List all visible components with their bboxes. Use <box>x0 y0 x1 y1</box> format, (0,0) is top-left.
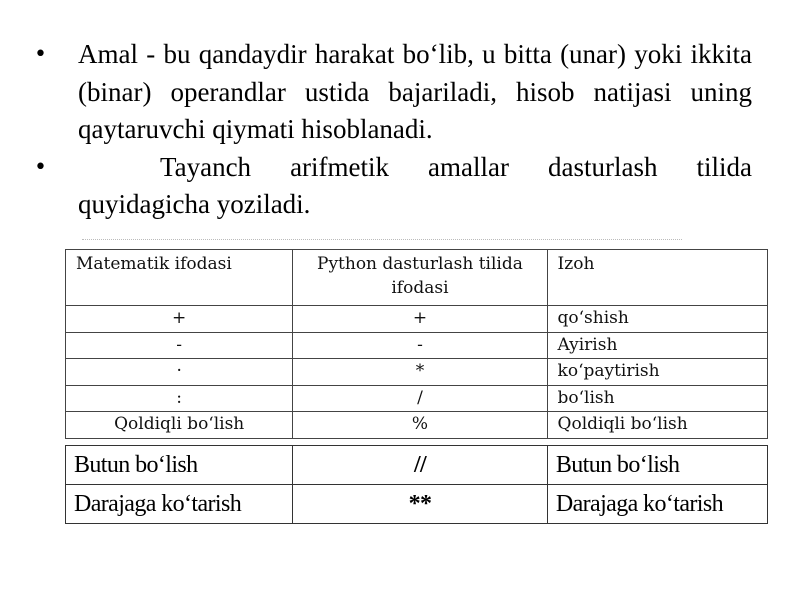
scan-artifact <box>82 239 682 246</box>
table-row <box>66 306 768 333</box>
operators-table <box>65 249 768 439</box>
bullet-dot-icon: • <box>34 154 47 180</box>
table-row <box>66 359 768 386</box>
cell-note: qo‘shish <box>547 306 767 333</box>
cell-python: % <box>293 412 547 439</box>
cell-math: Darajaga ko‘tarish <box>66 485 293 524</box>
cell-math: Qoldiqli bo‘lish <box>66 412 293 439</box>
bullet-list <box>34 36 752 224</box>
table-row <box>66 446 768 485</box>
cell-note: Ayirish <box>547 332 767 359</box>
table-row <box>66 332 768 359</box>
cell-python: - <box>293 332 547 359</box>
bullet-text: Amal - bu qandaydir harakat bo‘lib, u bitta (unar) yoki ikkita (binar) operandlar ustida bajariladi, hisob natijasi uning qaytaruvchi qiymati hisoblanadi. <box>78 39 752 144</box>
cell-note: Qoldiqli bo‘lish <box>547 412 767 439</box>
bullet-text: Tayanch arifmetik amallar dasturlash tilida quyidagicha yoziladi. <box>78 151 752 219</box>
bullet-item-tayanch <box>34 149 752 224</box>
cell-note: bo‘lish <box>547 385 767 412</box>
operators-table-extra <box>65 445 768 524</box>
cell-python: + <box>293 306 547 333</box>
table-row <box>66 485 768 524</box>
cell-note: Butun bo‘lish <box>547 446 767 485</box>
cell-python: * <box>293 359 547 386</box>
cell-math: · <box>66 359 293 386</box>
cell-math: - <box>66 332 293 359</box>
cell-python: ** <box>293 485 548 524</box>
cell-note: ko‘paytirish <box>547 359 767 386</box>
header-math: Matematik ifodasi <box>66 250 293 306</box>
cell-math: : <box>66 385 293 412</box>
header-python: Python dasturlash tilida ifodasi <box>293 250 547 306</box>
table-row <box>66 412 768 439</box>
header-note: Izoh <box>547 250 767 306</box>
cell-math: + <box>66 306 293 333</box>
table-header-row <box>66 250 768 306</box>
table-row <box>66 385 768 412</box>
cell-note: Darajaga ko‘tarish <box>547 485 767 524</box>
bullet-item-amal <box>34 36 752 149</box>
bullet-dot-icon: • <box>34 42 47 67</box>
cell-python: // <box>293 446 548 485</box>
cell-math: Butun bo‘lish <box>66 446 293 485</box>
cell-python: / <box>293 385 547 412</box>
